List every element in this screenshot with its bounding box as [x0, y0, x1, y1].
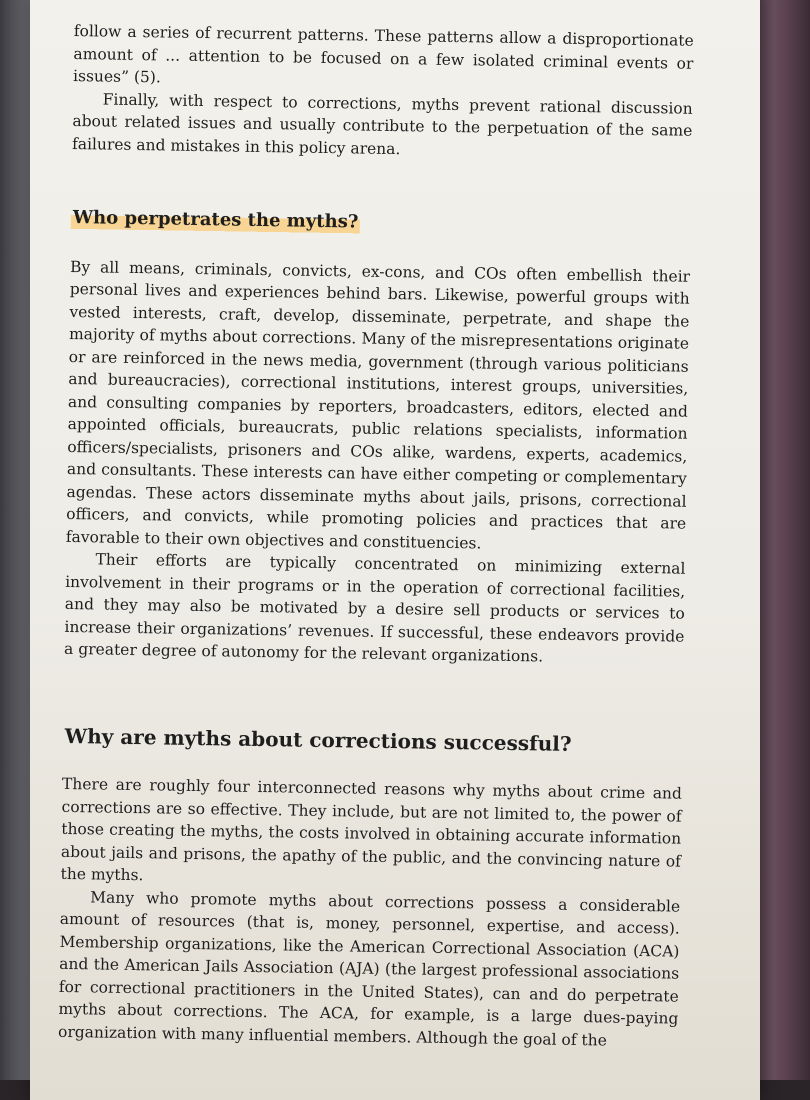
section-heading-who-perpetrates: Who perpetrates the myths? [71, 207, 361, 234]
page-text [58, 20, 694, 1053]
paragraph-finally: Finally, with respect to corrections, myths prevent rational discussion about related issues and usually contribute to the perpetuation of the same failures and mistakes in this policy arena. [71, 89, 693, 158]
paragraph-continued: follow a series of recurrent patterns. These patterns allow a disproportionate amount of ... attention to be focused on a few isolated criminal events or issues” (5). [72, 21, 694, 87]
paragraph-why-1: There are roughly four interconnected reasons why myths about crime and corrections are so effective. They include, but are not limited to, the power of those creating the myths, the costs involved in obtaining accurate information about jails and prisons, the apathy of the public, and the convincing nature of the myths. [60, 774, 683, 885]
section-heading-why-successful: Why are myths about corrections successful? [64, 723, 572, 756]
paragraph-why-2: Many who promote myths about corrections possess a considerable amount of resources (that is, money, personnel, expertise, and access). Membership organizations, like the American Correctional Association (ACA) and the American Jails Association (AJA) (the largest professional associations for correctional practitioners in the United States), can and do perpetrate myths about corrections. The ACA, for example, is a large dues-paying organization with many influential members. Although the goal of the [57, 887, 681, 1049]
book-page [30, 0, 760, 1100]
paragraph-who-2: Their efforts are typically concentrated on minimizing external involvement in their programs or in the operation of correctional facilities, and they may also be motivated by a desire sell products or services to increase their organizations’ revenues. If successful, these endeavors provide a greater degree of autonomy for the relevant organizations. [63, 550, 686, 666]
paragraph-who-1: By all means, criminals, convicts, ex-cons, and COs often embellish their personal lives and experiences behind bars. Likewise, powerful groups with vested interests, craft, develop, disseminate, perpetrate, and shape the majority of myths about corrections. Many of the misrepresentations originate or are reinforced in the news media, government (through various politicians and bureaucracies), correctional institutions, interest groups, universities, and consulting companies by reporters, broadcasters, editors, elected and appointed officials, bureaucrats, public relations specialists, information officers/specialists, prisoners and COs alike, wardens, experts, academics, and consultants. These interests can have either competing or complementary agendas. These actors disseminate myths about jails, prisons, correctional officers, and convicts, while promoting policies and practices that are favorable to their own objectives and constituencies. [65, 257, 691, 552]
